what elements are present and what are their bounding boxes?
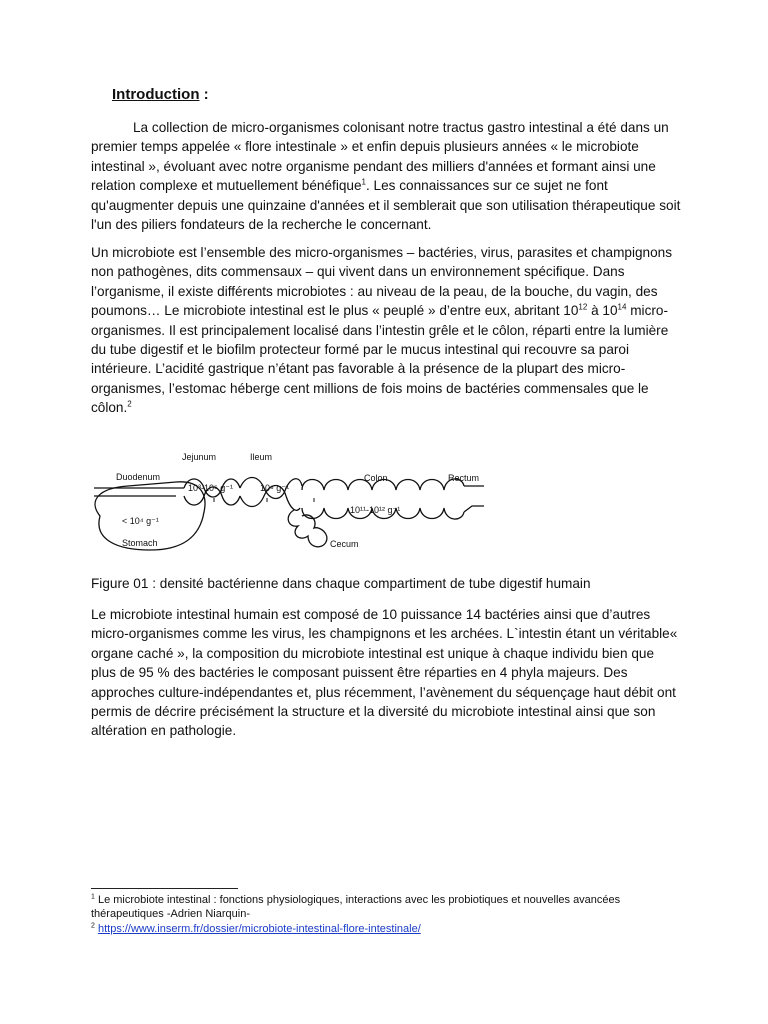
footnote-1-number: 1 (91, 893, 95, 901)
figure-caption: Figure 01 : densité bactérienne dans chaque compartiment de tube digestif humain (91, 576, 591, 591)
footnote-1 (91, 893, 691, 921)
paragraph-1 (91, 118, 681, 234)
label-ileum-density: 10⁸ g⁻¹ (260, 483, 290, 493)
footnote-2-number: 2 (91, 922, 95, 930)
footnote-1-text: Le microbiote intestinal : fonctions physiologiques, interactions avec les probiotiques et nouvelles avancées thérapeutiques -Adrien Niarquin- (91, 894, 621, 920)
footnote-separator (91, 888, 238, 889)
label-rectum: Rectum (448, 473, 480, 483)
label-colon: Colon (364, 473, 388, 483)
cecum-pouch (288, 510, 327, 547)
paragraph-2-text-b: à 10 (587, 303, 618, 319)
digestive-tract-figure (88, 446, 492, 562)
label-colon-density: 10¹¹-10¹² g⁻¹ (350, 505, 401, 515)
label-cecum: Cecum (330, 539, 359, 549)
footnote-2 (91, 922, 691, 936)
paragraph-1-text-cont: . Les connaissances sur ce sujet ne font qu'augmenter depuis une quinzaine d'années et il semblerait que son utilisation thérapeutique soit l'un des piliers fondateurs de la recherche le concernant. (91, 178, 681, 233)
paragraph-2-text-c: micro-organismes. Il est principalement localisé dans l’intestin grêle et le côlon, réparti entre la lumière du tube digestif et le biofilm protecteur formé par le mucus intestinal qui recouvre sa paroi intérieure. L’acidité gastrique n’étant pas favorable à la présence de la plupart des micro-organismes, l’estomac héberge cent millions de fois moins de bactéries commensales que le côlon. (91, 303, 669, 416)
exponent-12: 12 (578, 302, 588, 312)
label-stomach: Stomach (122, 538, 158, 548)
paragraph-2 (91, 243, 681, 418)
footnote-ref-1[interactable]: 1 (361, 177, 366, 187)
heading-title: Introduction (112, 86, 200, 103)
section-heading (112, 86, 209, 103)
paragraph-2-text: Un microbiote est l’ensemble des micro-organismes – bactéries, virus, parasites et champignons non pathogènes, dits commensaux – qui vivent dans un environnement spécifique. Dans l’organisme, il existe différents microbiotes : au niveau de la peau, de la bouche, du vagin, des poumons… Le microbiote intestinal est le plus « peuplé » d’entre eux, abritant 10 (91, 245, 673, 319)
digestive-tract-diagram (88, 446, 492, 562)
label-duodenum: Duodenum (116, 472, 161, 482)
footnote-2-link[interactable]: https://www.inserm.fr/dossier/microbiote-intestinal-flore-intestinale/ (97, 923, 421, 935)
paragraph-1-text: La collection de micro-organismes colonisant notre tractus gastro intestinal a été dans un premier temps appelée « flore intestinale » et enfin depuis plusieurs années « le microbiote intestinal », évoluant avec notre organisme pendant des milliers d'années et formant ainsi une relation complexe et mutuellement bénéfique (91, 120, 669, 194)
footnote-ref-2[interactable]: 2 (127, 399, 132, 409)
label-jejunum-density: 10³-10⁵ g⁻¹ (188, 483, 233, 493)
rectum-tube (464, 486, 484, 512)
label-jejunum: Jejunum (182, 452, 217, 462)
duodenum-tube (94, 488, 184, 496)
exponent-14: 14 (617, 302, 627, 312)
label-ileum: Ileum (250, 452, 273, 462)
label-stomach-density: < 10⁴ g⁻¹ (122, 516, 159, 526)
heading-colon: : (199, 86, 209, 103)
paragraph-3: Le microbiote intestinal humain est composé de 10 puissance 14 bactéries ainsi que d’autres micro-organismes comme les virus, les champignons et les archées. L`intestin étant un véritable« organe caché », la composition du microbiote intestinal est unique à chaque individu bien que plus de 95 % des bactéries le composant puissent être réparties en 4 phyla majeurs. Des approches culture-indépendantes et, plus récemment, l’avènement du séquençage haut débit ont permis de décrire précisément la structure et la diversité du microbiote intestinal ainsi que son altération en pathologie. (91, 607, 678, 739)
